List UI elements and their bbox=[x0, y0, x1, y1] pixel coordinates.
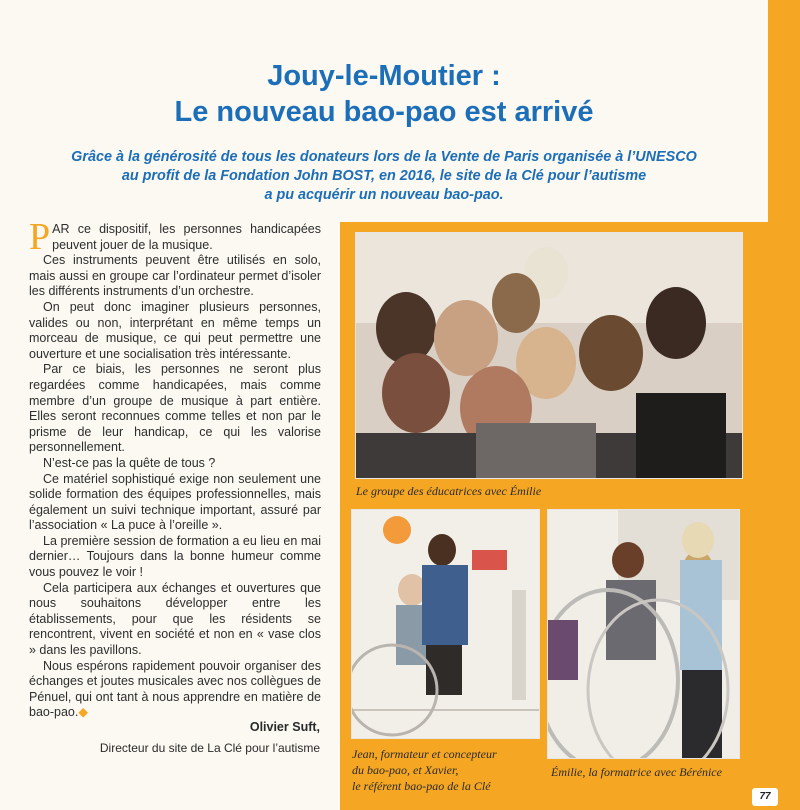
photo-trainer-image bbox=[352, 510, 539, 738]
dropcap-letter: P bbox=[29, 216, 51, 258]
photo-emilie-berenice bbox=[547, 509, 740, 759]
article-body bbox=[29, 216, 321, 721]
paragraph-6: Ce matériel sophistiqué exige non seulement une solide formation des équipes professionnelles, mais également un suivi technique important, assuré par l’association « La puce à l’oreille ». bbox=[29, 471, 321, 533]
photo-emilie-image bbox=[548, 510, 739, 758]
title-line-1: Jouy-le-Moutier : bbox=[267, 60, 501, 92]
page-number: 77 bbox=[752, 788, 778, 806]
article-title bbox=[0, 58, 768, 130]
caption-trainer-line-1: Jean, formateur et concepteur bbox=[352, 747, 497, 761]
paragraph-1 bbox=[29, 216, 321, 258]
article-intro bbox=[20, 148, 748, 205]
paragraph-4: Par ce biais, les personnes ne seront plus regardées comme handicapées, mais comme membre d’un groupe de musique à part entière. Elles seront reconnues comme telles et non par le prisme de leur handicap, ce qui les valorise personnellement. bbox=[29, 362, 321, 455]
orange-side-tab bbox=[768, 0, 800, 222]
paragraph-7: La première session de formation a eu lieu en mai dernier… Toujours dans la bonne humeur comme vous pouvez le voir ! bbox=[29, 533, 321, 580]
paragraph-5: N’est-ce pas la quête de tous ? bbox=[43, 455, 216, 470]
intro-line-1: Grâce à la générosité de tous les donateurs lors de la Vente de Paris organisée à l’UNESCO bbox=[71, 149, 697, 165]
caption-educators: Le groupe des éducatrices avec Émilie bbox=[356, 484, 542, 498]
signature-title: Directeur du site de La Clé pour l’autisme bbox=[99, 741, 320, 755]
photo-educators-group bbox=[355, 232, 743, 479]
paragraph-1-text: AR ce dispositif, les personnes handicapées peuvent jouer de la musique. bbox=[52, 222, 321, 252]
paragraph-9-text: Nous espérons rapidement pouvoir organiser des échanges et joutes musicales avec nos collègues de Pénuel, qui ont tant à nous apprendre en matière de bao-pao. bbox=[29, 658, 321, 720]
signature-name: Olivier Suft, bbox=[249, 720, 320, 734]
paragraph-9 bbox=[29, 659, 321, 721]
paragraph-8: Cela participera aux échanges et ouvertures que nous souhaitons développer entre les établissements, pour que les résidents se rencontrent, vivent en société et non en « vase clos » dans les pavillons. bbox=[29, 580, 321, 658]
intro-line-3: a pu acquérir un nouveau bao-pao. bbox=[264, 187, 504, 203]
title-line-2: Le nouveau bao-pao est arrivé bbox=[174, 96, 594, 128]
caption-trainer-line-3: le référent bao-pao de la Clé bbox=[352, 779, 491, 793]
intro-line-2: au profit de la Fondation John BOST, en 2016, le site de la Clé pour l’autisme bbox=[121, 168, 647, 184]
caption-trainer-line-2: du bao-pao, et Xavier, bbox=[352, 763, 459, 777]
photo-trainer-jean-xavier bbox=[351, 509, 540, 739]
photo-educators-image bbox=[356, 233, 742, 478]
caption-emilie: Émilie, la formatrice avec Bérénice bbox=[551, 765, 722, 779]
paragraph-2: Ces instruments peuvent être utilisés en solo, mais aussi en groupe car l’ordinateur permet d’isoler les différents instruments d’un orchestre. bbox=[29, 253, 321, 299]
paragraph-3: On peut donc imaginer plusieurs personnes, valides ou non, interprétant en même temps un morceau de musique, ce qui peut permettre une ouverture et une socialisation très intéressante. bbox=[29, 299, 321, 361]
end-mark-icon: ◆ bbox=[78, 705, 88, 720]
caption-trainer bbox=[352, 746, 542, 794]
